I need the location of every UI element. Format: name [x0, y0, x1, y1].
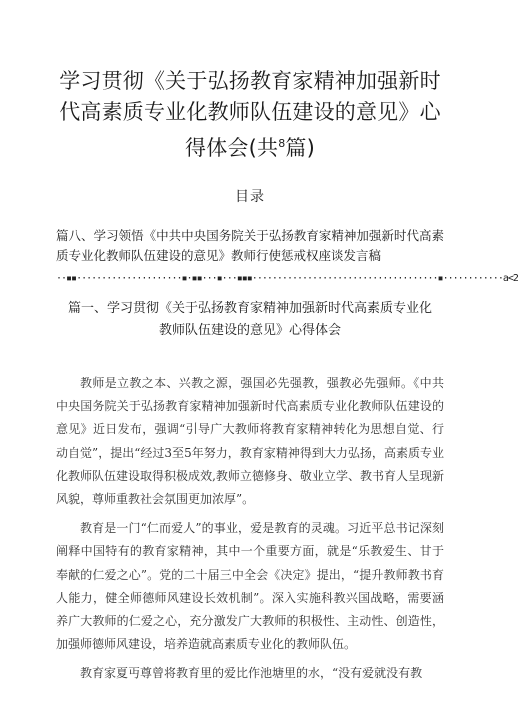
- section-title-line2: 教师队伍建设的意见》心得体会: [158, 323, 341, 338]
- section-title-line1: 篇一、学习贯彻《关于弘扬教育家精神加强新时代高素质专业化: [67, 301, 432, 316]
- section-title: [56, 298, 444, 342]
- body-text: [56, 372, 444, 686]
- toc-entry-link[interactable]: 篇八、学习领悟《中共中央国务院关于弘扬教育家精神加强新时代高素质专业化教师队伍建设的意见》教师行使惩戒权座谈发言稿: [56, 228, 444, 263]
- paragraph: 教师是立教之本、兴教之源，强国必先强教，强教必先强师。《中共中央国务院关于弘扬教育家精神加强新时代高素质专业化教师队伍建设的意见》近日发布，强调“引导广大教师将教育家精神转化为思想自觉、行动自觉”，提出“经过3至5年努力，教育家精神得到大力弘扬，高素质专业化教师队伍建设取得积极成效,教师立德修身、敬业立学、教书育人呈现新风貌，尊师重教社会氛围更加浓厚”。: [56, 376, 444, 507]
- toc-leader-line: [56, 272, 518, 286]
- toc-leader-dots: ··▪▪·····················▪·▪▪···▪···▪▪▪·····································▪···········: [56, 273, 498, 284]
- paragraph: 教育家夏丏尊曾将教育里的爱比作池塘里的水，“没有爱就没有教: [80, 666, 423, 681]
- document-title-end: 篇): [285, 136, 315, 160]
- toc-heading: 目录: [235, 189, 265, 205]
- document-title: [56, 0, 444, 164]
- document-title-text: 学习贯彻《关于弘扬教育家精神加强新时代高素质专业化教师队伍建设的意见》心得体会(共: [59, 69, 441, 160]
- toc-page-ref: ·a<2: [497, 273, 518, 284]
- document-title-count: 8: [278, 137, 286, 150]
- paragraph: 教育是一门“仁而爱人”的事业，爱是教育的灵魂。习近平总书记深刻阐释中国特有的教育家精神，其中一个重要方面，就是“乐教爱生、甘于奉献的仁爱之心”。党的二十届三中全会《决定》提出，“提升教师教书育人能力，健全师德师风建设长效机制”。深入实施科教兴国战略，需要涵养广大教师的仁爱之心，充分激发广大教师的积极性、主动性、创造性，加强师德师风建设，培养造就高素质专业化的教师队伍。: [56, 521, 444, 652]
